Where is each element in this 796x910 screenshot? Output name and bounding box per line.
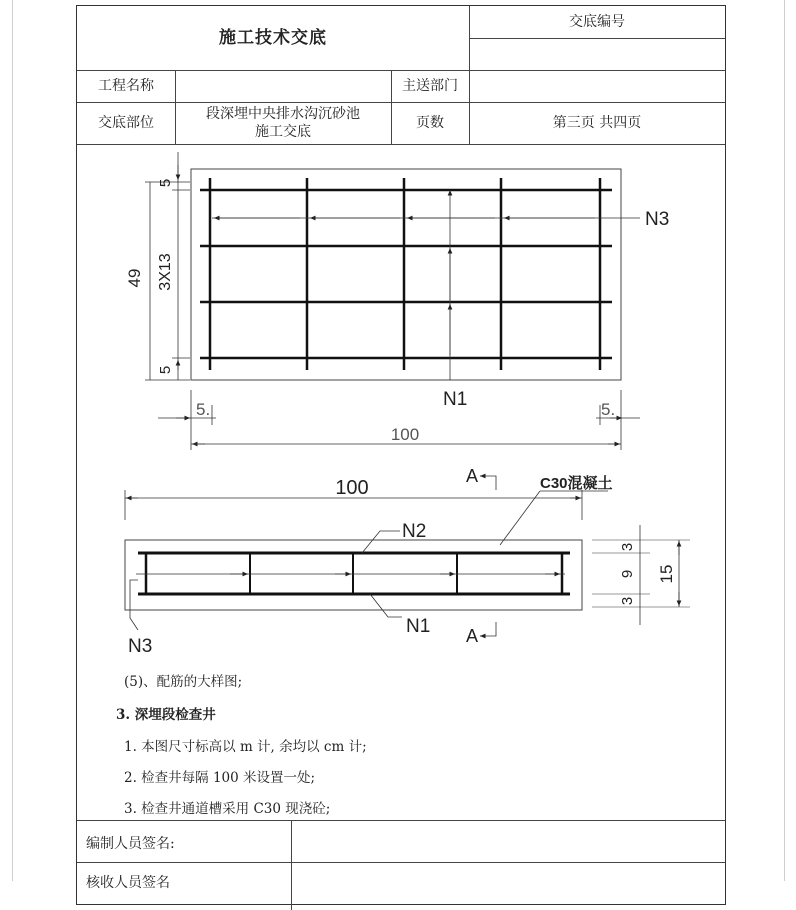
note-line-3: 3. 检查井通道槽采用 C30 现浇砼; <box>124 801 331 817</box>
note-line-1: 1. 本图尺寸标高以 m 计, 余均以 cm 计; <box>124 739 367 755</box>
dim-top-cover: 5 <box>157 178 174 188</box>
position-value-line-2: 施工交底 <box>255 124 311 140</box>
section-dim-top: 3 <box>619 542 636 552</box>
page-count-label: 页数 <box>416 115 444 131</box>
section-view <box>125 466 690 657</box>
dim-right-offset: 5. <box>601 400 616 419</box>
plan-outline <box>191 169 621 380</box>
position-value-line-1: 段深埋中央排水沟沉砂池 <box>206 106 360 122</box>
section-heading-inspection-well: 3. 深埋段检查井 <box>116 707 216 723</box>
section-mark-top: A <box>466 466 479 486</box>
section-dim-middle: 9 <box>619 569 636 579</box>
n2-leader <box>362 531 400 553</box>
section-dim-bottom: 3 <box>619 596 636 606</box>
label-n3-section: N3 <box>128 636 153 657</box>
recipient-dept-label: 主送部门 <box>402 78 458 94</box>
n1-section-leader <box>370 594 402 617</box>
dim-middle-spacing: 3X13 <box>157 253 174 291</box>
label-n3-plan: N3 <box>645 209 670 230</box>
dim-bottom-cover: 5 <box>157 365 174 375</box>
dim-total-width: 100 <box>390 425 420 444</box>
dim-total-height: 49 <box>125 268 144 288</box>
editor-signature-label: 编制人员签名: <box>86 836 175 852</box>
disclosure-position-label: 交底部位 <box>98 115 154 131</box>
note-item-5: (5)、配筋的大样图; <box>124 674 243 690</box>
section-total-width: 100 <box>335 477 369 499</box>
label-n1-section: N1 <box>406 616 431 637</box>
section-mark-bottom: A <box>466 626 479 646</box>
reviewer-signature-label: 核收人员签名 <box>86 875 170 891</box>
document-title: 施工技术交底 <box>219 28 327 48</box>
disclosure-code-label: 交底编号 <box>569 14 625 30</box>
dim-left-offset: 5. <box>196 400 211 419</box>
n3-section-pointer <box>130 580 138 630</box>
label-n1-plan: N1 <box>443 389 468 410</box>
note-line-2: 2. 检查井每隔 100 米设置一处; <box>124 770 316 786</box>
plan-view <box>125 152 669 450</box>
concrete-leader <box>500 491 540 545</box>
label-n2-section: N2 <box>402 521 427 542</box>
label-concrete: C30混凝土 <box>540 475 613 492</box>
section-dim-total: 15 <box>657 564 676 584</box>
project-name-label: 工程名称 <box>98 78 154 94</box>
page-count-value: 第三页 共四页 <box>552 115 642 131</box>
